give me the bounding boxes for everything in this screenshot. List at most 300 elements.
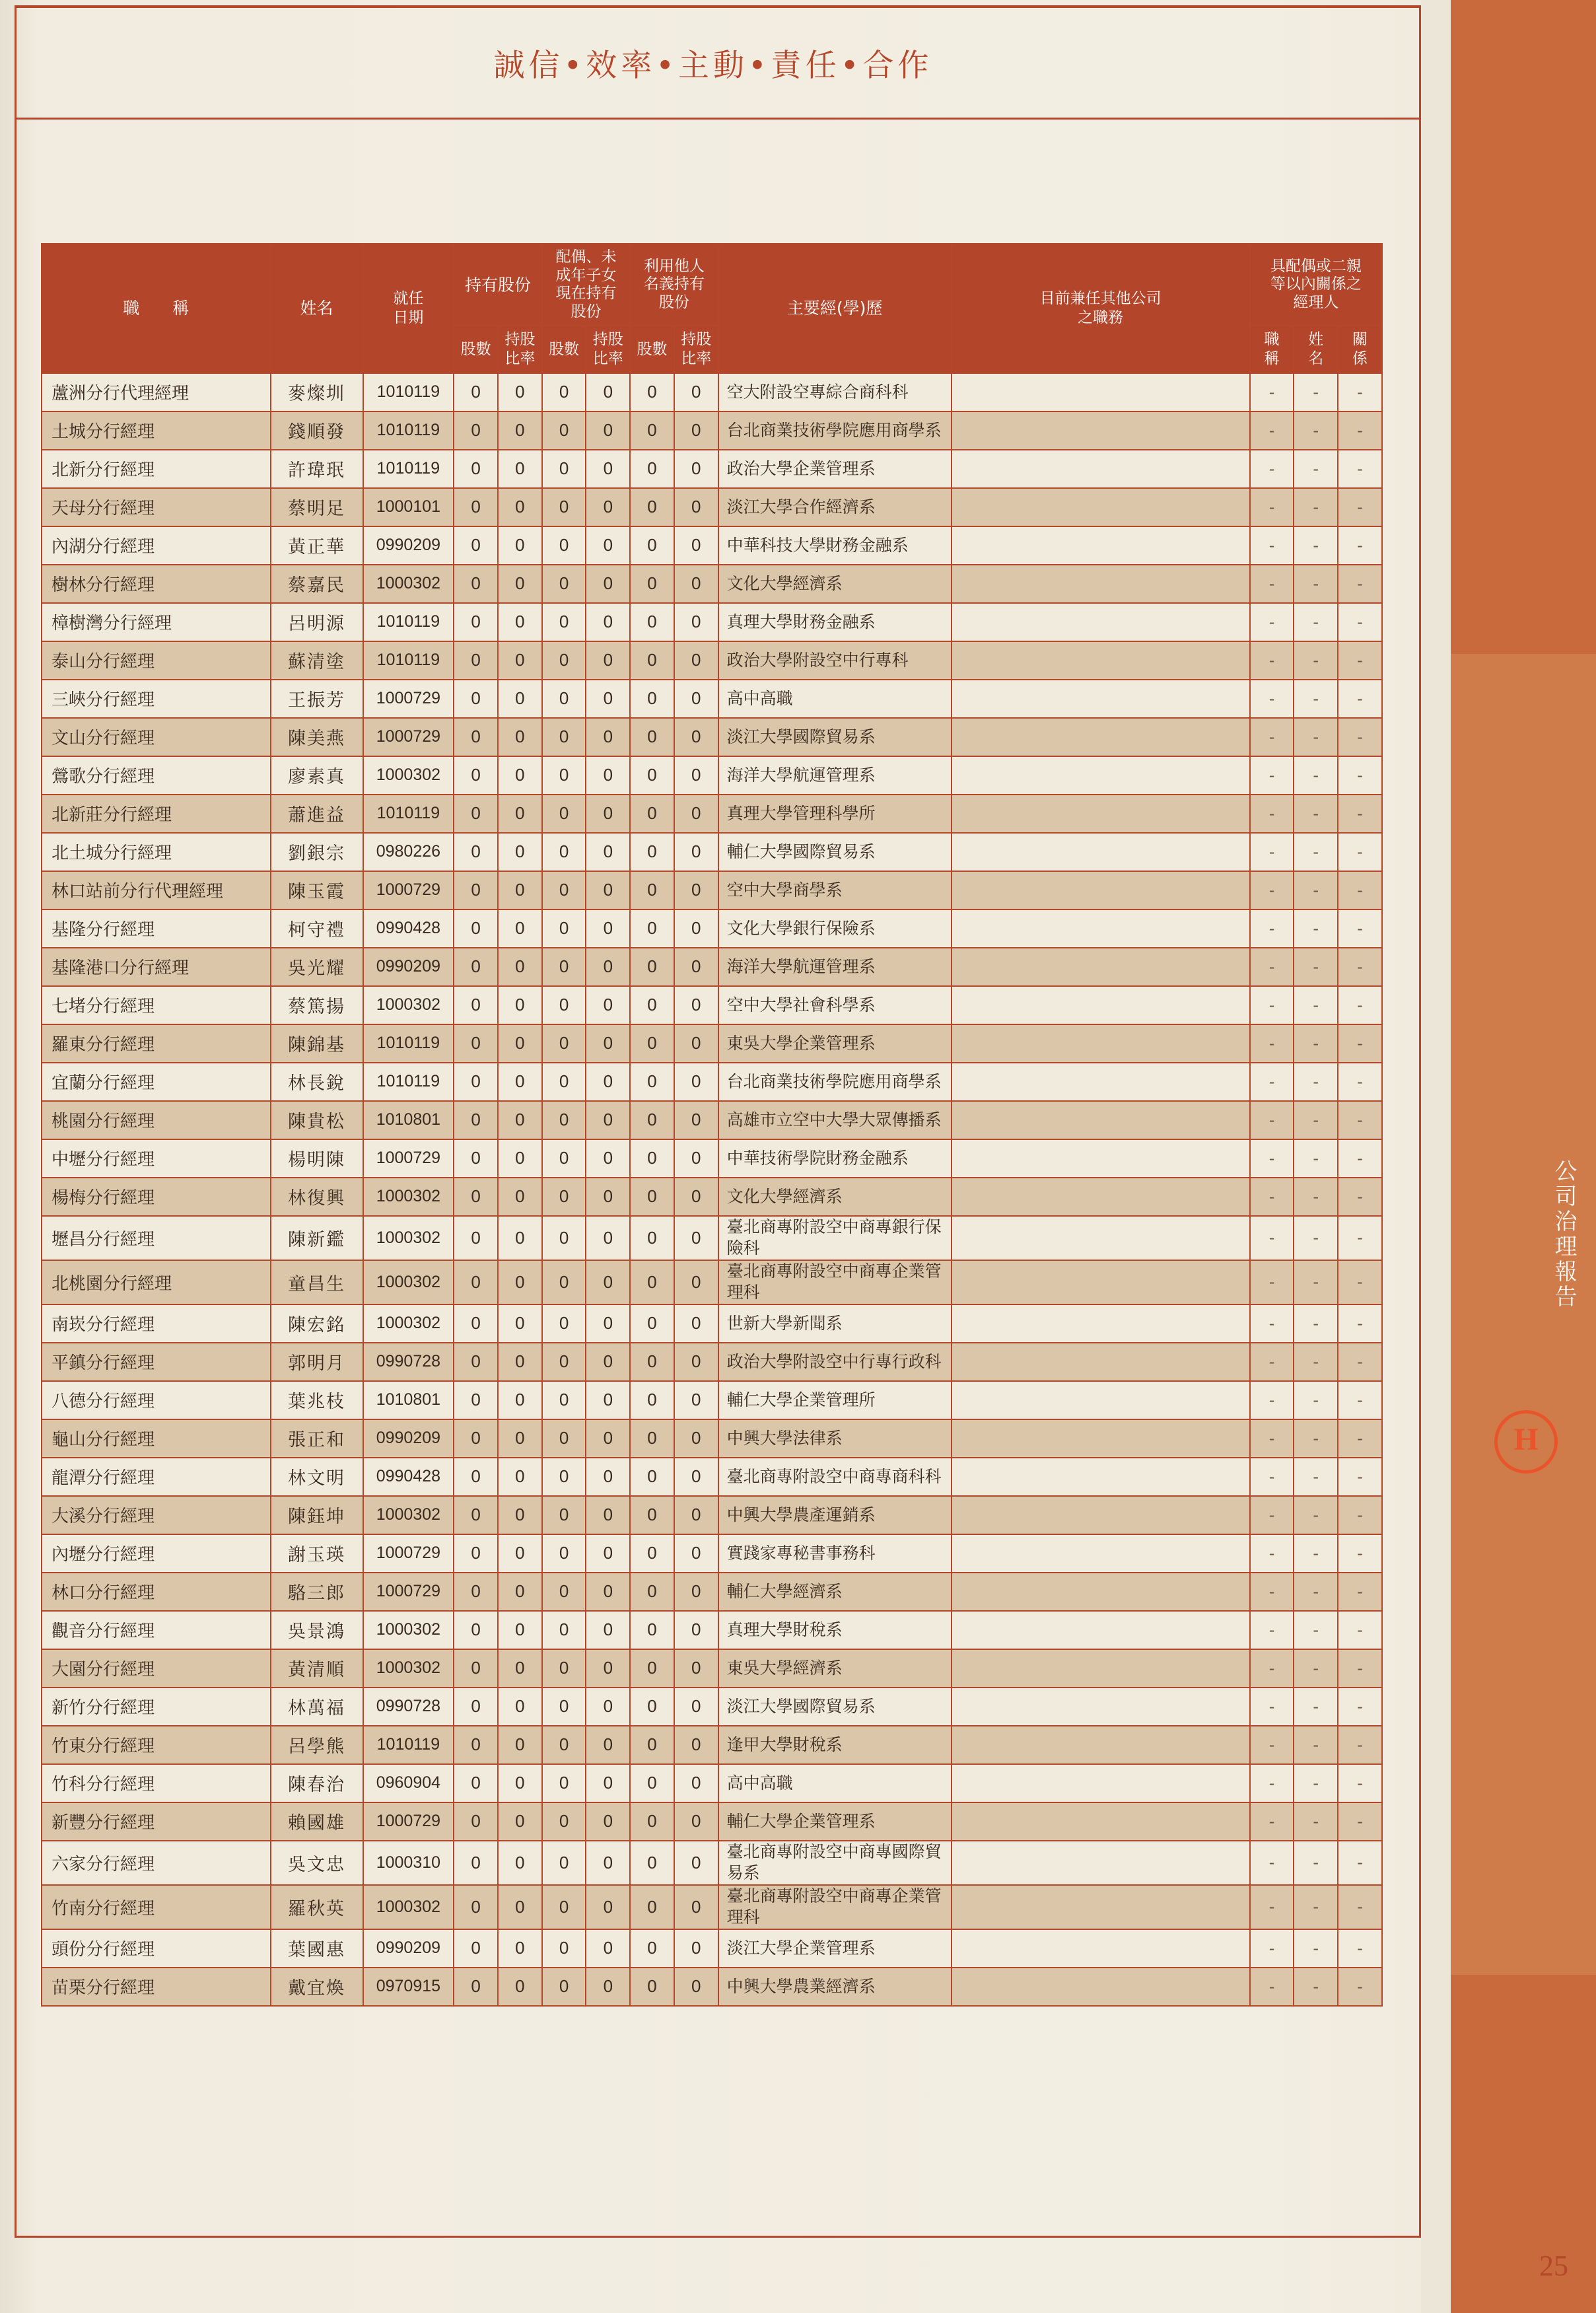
cell-relative-2: -	[1294, 795, 1338, 833]
cell-title: 平鎮分行經理	[42, 1343, 271, 1381]
cell-number-1: 0	[454, 1534, 498, 1573]
cell-number-3: 0	[542, 603, 586, 641]
cell-other-positions	[952, 1178, 1250, 1216]
th-rel-relation: 關 係	[1338, 326, 1382, 373]
table-row	[42, 565, 1382, 603]
th-title: 職 稱	[42, 244, 271, 373]
cell-relative-2: -	[1294, 1381, 1338, 1419]
cell-date: 1000729	[363, 680, 454, 718]
cell-name: 呂明源	[271, 603, 363, 641]
page-number: 25	[1539, 2250, 1568, 2282]
cell-number-3: 0	[542, 1178, 586, 1216]
cell-title: 竹東分行經理	[42, 1726, 271, 1764]
cell-number-5: 0	[630, 411, 674, 450]
table-row	[42, 1381, 1382, 1419]
cell-relative-3: -	[1338, 833, 1382, 871]
cell-name: 楊明陳	[271, 1139, 363, 1178]
cell-number-5: 0	[630, 1260, 674, 1304]
cell-number-6: 0	[674, 795, 718, 833]
cell-title: 土城分行經理	[42, 411, 271, 450]
cell-name: 林文明	[271, 1458, 363, 1496]
cell-title: 中壢分行經理	[42, 1139, 271, 1178]
cell-number-3: 0	[542, 833, 586, 871]
cell-number-2: 0	[498, 641, 542, 680]
cell-relative-3: -	[1338, 1304, 1382, 1343]
cell-relative-2: -	[1294, 1802, 1338, 1841]
cell-name: 王振芳	[271, 680, 363, 718]
cell-relative-1: -	[1250, 833, 1294, 871]
cell-other-positions	[952, 1139, 1250, 1178]
cell-experience: 淡江大學企業管理系	[718, 1929, 952, 1968]
cell-number-5: 0	[630, 833, 674, 871]
cell-experience: 文化大學經濟系	[718, 565, 952, 603]
cell-number-4: 0	[586, 1611, 630, 1649]
cell-other-positions	[952, 1764, 1250, 1802]
cell-other-positions	[952, 1726, 1250, 1764]
cell-number-3: 0	[542, 1688, 586, 1726]
cell-number-5: 0	[630, 871, 674, 909]
cell-number-3: 0	[542, 948, 586, 986]
cell-number-5: 0	[630, 986, 674, 1024]
cell-number-4: 0	[586, 450, 630, 488]
cell-number-4: 0	[586, 1343, 630, 1381]
cell-name: 謝玉瑛	[271, 1534, 363, 1573]
cell-name: 呂學熊	[271, 1726, 363, 1764]
cell-date: 0990428	[363, 909, 454, 948]
cell-experience: 逢甲大學財稅系	[718, 1726, 952, 1764]
cell-number-6: 0	[674, 909, 718, 948]
cell-number-2: 0	[498, 1496, 542, 1534]
cell-number-1: 0	[454, 1304, 498, 1343]
cell-other-positions	[952, 1101, 1250, 1139]
table-head-row-1	[42, 244, 1382, 326]
cell-number-2: 0	[498, 373, 542, 411]
cell-date: 1000310	[363, 1841, 454, 1885]
cell-number-3: 0	[542, 795, 586, 833]
cell-number-6: 0	[674, 1024, 718, 1063]
cell-relative-1: -	[1250, 718, 1294, 756]
cell-relative-2: -	[1294, 1688, 1338, 1726]
cell-number-4: 0	[586, 526, 630, 565]
cell-relative-2: -	[1294, 833, 1338, 871]
th-shares-2: 股數	[542, 326, 586, 373]
cell-relative-2: -	[1294, 488, 1338, 526]
cell-number-3: 0	[542, 1381, 586, 1419]
cell-experience: 中興大學法律系	[718, 1419, 952, 1458]
cell-name: 麥燦圳	[271, 373, 363, 411]
cell-relative-1: -	[1250, 1024, 1294, 1063]
cell-name: 張正和	[271, 1419, 363, 1458]
cell-number-1: 0	[454, 1764, 498, 1802]
cell-relative-2: -	[1294, 1534, 1338, 1573]
cell-experience: 輔仁大學企業管理系	[718, 1802, 952, 1841]
cell-number-6: 0	[674, 603, 718, 641]
cell-relative-2: -	[1294, 1419, 1338, 1458]
cell-name: 劉銀宗	[271, 833, 363, 871]
cell-number-5: 0	[630, 1458, 674, 1496]
cell-date: 1010119	[363, 795, 454, 833]
cell-other-positions	[952, 1649, 1250, 1688]
cell-number-4: 0	[586, 603, 630, 641]
cell-relative-1: -	[1250, 1458, 1294, 1496]
cell-title: 北新莊分行經理	[42, 795, 271, 833]
cell-title: 三峽分行經理	[42, 680, 271, 718]
cell-relative-2: -	[1294, 1178, 1338, 1216]
cell-relative-3: -	[1338, 795, 1382, 833]
cell-relative-3: -	[1338, 1534, 1382, 1573]
cell-name: 許瑋珉	[271, 450, 363, 488]
cell-date: 1010119	[363, 1063, 454, 1101]
cell-other-positions	[952, 1381, 1250, 1419]
cell-number-6: 0	[674, 1101, 718, 1139]
cell-relative-2: -	[1294, 1726, 1338, 1764]
cell-number-6: 0	[674, 1885, 718, 1929]
cell-number-1: 0	[454, 488, 498, 526]
cell-name: 黃清順	[271, 1649, 363, 1688]
cell-number-6: 0	[674, 1611, 718, 1649]
page-frame-left	[15, 5, 17, 2238]
cell-date: 1000302	[363, 1611, 454, 1649]
table-row	[42, 603, 1382, 641]
cell-number-2: 0	[498, 1101, 542, 1139]
cell-relative-2: -	[1294, 1611, 1338, 1649]
cell-number-1: 0	[454, 1968, 498, 2006]
table-row	[42, 795, 1382, 833]
cell-number-6: 0	[674, 1496, 718, 1534]
cell-name: 陳宏銘	[271, 1304, 363, 1343]
cell-number-1: 0	[454, 871, 498, 909]
cell-number-2: 0	[498, 948, 542, 986]
cell-number-2: 0	[498, 986, 542, 1024]
cell-number-2: 0	[498, 871, 542, 909]
cell-date: 0990209	[363, 948, 454, 986]
cell-relative-3: -	[1338, 1496, 1382, 1534]
cell-number-4: 0	[586, 1216, 630, 1260]
cell-relative-3: -	[1338, 450, 1382, 488]
cell-title: 宜蘭分行經理	[42, 1063, 271, 1101]
cell-other-positions	[952, 986, 1250, 1024]
cell-title: 頭份分行經理	[42, 1929, 271, 1968]
cell-relative-2: -	[1294, 756, 1338, 795]
cell-name: 葉兆枝	[271, 1381, 363, 1419]
cell-number-5: 0	[630, 1968, 674, 2006]
cell-name: 陳貴松	[271, 1101, 363, 1139]
cell-relative-1: -	[1250, 1841, 1294, 1885]
cell-number-4: 0	[586, 1802, 630, 1841]
cell-title: 內湖分行經理	[42, 526, 271, 565]
table-row	[42, 1101, 1382, 1139]
cell-date: 1000302	[363, 1496, 454, 1534]
table-row	[42, 1260, 1382, 1304]
cell-number-1: 0	[454, 641, 498, 680]
cell-number-1: 0	[454, 1101, 498, 1139]
cell-other-positions	[952, 1841, 1250, 1885]
cell-title: 八德分行經理	[42, 1381, 271, 1419]
cell-date: 1000101	[363, 488, 454, 526]
cell-relative-1: -	[1250, 1139, 1294, 1178]
cell-other-positions	[952, 1534, 1250, 1573]
cell-relative-2: -	[1294, 565, 1338, 603]
cell-title: 樹林分行經理	[42, 565, 271, 603]
cell-number-5: 0	[630, 1611, 674, 1649]
cell-number-5: 0	[630, 641, 674, 680]
table-row	[42, 1139, 1382, 1178]
cell-relative-3: -	[1338, 1885, 1382, 1929]
cell-relative-2: -	[1294, 1885, 1338, 1929]
cell-number-1: 0	[454, 948, 498, 986]
cell-relative-1: -	[1250, 1343, 1294, 1381]
cell-number-2: 0	[498, 1764, 542, 1802]
cell-date: 0990428	[363, 1458, 454, 1496]
cell-number-5: 0	[630, 450, 674, 488]
cell-number-4: 0	[586, 488, 630, 526]
cell-relative-2: -	[1294, 948, 1338, 986]
cell-number-4: 0	[586, 871, 630, 909]
company-logo-icon: H	[1494, 1410, 1558, 1474]
cell-name: 陳鈺坤	[271, 1496, 363, 1534]
cell-number-6: 0	[674, 1649, 718, 1688]
cell-number-3: 0	[542, 1024, 586, 1063]
cell-other-positions	[952, 680, 1250, 718]
cell-title: 天母分行經理	[42, 488, 271, 526]
cell-number-4: 0	[586, 718, 630, 756]
cell-relative-1: -	[1250, 1178, 1294, 1216]
cell-relative-2: -	[1294, 450, 1338, 488]
cell-number-2: 0	[498, 1178, 542, 1216]
cell-number-2: 0	[498, 833, 542, 871]
cell-other-positions	[952, 488, 1250, 526]
table-row	[42, 526, 1382, 565]
cell-experience: 淡江大學合作經濟系	[718, 488, 952, 526]
cell-name: 吳景鴻	[271, 1611, 363, 1649]
cell-number-1: 0	[454, 1929, 498, 1968]
cell-name: 賴國雄	[271, 1802, 363, 1841]
cell-number-6: 0	[674, 1688, 718, 1726]
cell-other-positions	[952, 1611, 1250, 1649]
cell-number-1: 0	[454, 1458, 498, 1496]
cell-number-3: 0	[542, 488, 586, 526]
table-row	[42, 1024, 1382, 1063]
cell-number-3: 0	[542, 1929, 586, 1968]
cell-number-4: 0	[586, 1573, 630, 1611]
cell-experience: 台北商業技術學院應用商學系	[718, 411, 952, 450]
cell-title: 泰山分行經理	[42, 641, 271, 680]
cell-relative-1: -	[1250, 488, 1294, 526]
cell-date: 1000302	[363, 756, 454, 795]
header-rule-bottom	[15, 118, 1421, 120]
cell-number-2: 0	[498, 756, 542, 795]
cell-other-positions	[952, 833, 1250, 871]
cell-relative-1: -	[1250, 1968, 1294, 2006]
cell-other-positions	[952, 1216, 1250, 1260]
cell-date: 1000729	[363, 1802, 454, 1841]
table-row	[42, 1885, 1382, 1929]
cell-other-positions	[952, 1304, 1250, 1343]
cell-number-4: 0	[586, 1101, 630, 1139]
cell-other-positions	[952, 526, 1250, 565]
cell-relative-1: -	[1250, 1063, 1294, 1101]
cell-title: 基隆分行經理	[42, 909, 271, 948]
cell-name: 陳玉霞	[271, 871, 363, 909]
cell-number-5: 0	[630, 795, 674, 833]
page-slogan: 誠信•效率•主動•責任•合作	[493, 48, 933, 84]
cell-other-positions	[952, 1496, 1250, 1534]
cell-relative-3: -	[1338, 565, 1382, 603]
cell-date: 1010801	[363, 1381, 454, 1419]
cell-number-3: 0	[542, 1611, 586, 1649]
cell-other-positions	[952, 1458, 1250, 1496]
cell-relative-3: -	[1338, 1573, 1382, 1611]
cell-number-2: 0	[498, 1841, 542, 1885]
cell-name: 蕭進益	[271, 795, 363, 833]
cell-number-2: 0	[498, 488, 542, 526]
cell-number-6: 0	[674, 526, 718, 565]
cell-relative-1: -	[1250, 1381, 1294, 1419]
cell-number-1: 0	[454, 1688, 498, 1726]
cell-relative-2: -	[1294, 1968, 1338, 2006]
cell-number-4: 0	[586, 680, 630, 718]
cell-number-4: 0	[586, 1178, 630, 1216]
cell-number-4: 0	[586, 1885, 630, 1929]
cell-name: 蘇清塗	[271, 641, 363, 680]
cell-number-4: 0	[586, 948, 630, 986]
cell-date: 1010119	[363, 411, 454, 450]
cell-other-positions	[952, 1573, 1250, 1611]
cell-date: 1010119	[363, 603, 454, 641]
cell-number-4: 0	[586, 986, 630, 1024]
cell-date: 0970915	[363, 1968, 454, 2006]
cell-number-4: 0	[586, 1496, 630, 1534]
cell-experience: 文化大學銀行保險系	[718, 909, 952, 948]
cell-date: 1000729	[363, 1139, 454, 1178]
cell-date: 1000302	[363, 1216, 454, 1260]
cell-title: 基隆港口分行經理	[42, 948, 271, 986]
cell-number-3: 0	[542, 1649, 586, 1688]
cell-number-5: 0	[630, 1929, 674, 1968]
cell-number-6: 0	[674, 411, 718, 450]
cell-relative-1: -	[1250, 1534, 1294, 1573]
cell-title: 北新分行經理	[42, 450, 271, 488]
cell-relative-1: -	[1250, 526, 1294, 565]
cell-relative-2: -	[1294, 986, 1338, 1024]
table-head	[42, 244, 1382, 373]
cell-number-2: 0	[498, 1139, 542, 1178]
table-row	[42, 1841, 1382, 1885]
table-row	[42, 1688, 1382, 1726]
cell-number-6: 0	[674, 450, 718, 488]
cell-name: 葉國惠	[271, 1929, 363, 1968]
cell-number-5: 0	[630, 1178, 674, 1216]
sidebar-tab-top	[1451, 0, 1596, 654]
cell-number-5: 0	[630, 1381, 674, 1419]
table-row	[42, 488, 1382, 526]
cell-number-4: 0	[586, 1458, 630, 1496]
cell-number-1: 0	[454, 1216, 498, 1260]
cell-number-5: 0	[630, 565, 674, 603]
cell-experience: 高中高職	[718, 1764, 952, 1802]
cell-name: 廖素真	[271, 756, 363, 795]
cell-experience: 台北商業技術學院應用商學系	[718, 1063, 952, 1101]
cell-other-positions	[952, 756, 1250, 795]
cell-number-2: 0	[498, 1573, 542, 1611]
cell-number-6: 0	[674, 756, 718, 795]
cell-number-6: 0	[674, 1216, 718, 1260]
cell-number-4: 0	[586, 1764, 630, 1802]
cell-number-2: 0	[498, 1968, 542, 2006]
cell-number-2: 0	[498, 603, 542, 641]
cell-number-2: 0	[498, 1381, 542, 1419]
cell-number-2: 0	[498, 680, 542, 718]
cell-date: 1010119	[363, 450, 454, 488]
cell-number-1: 0	[454, 603, 498, 641]
cell-number-1: 0	[454, 718, 498, 756]
cell-experience: 輔仁大學經濟系	[718, 1573, 952, 1611]
cell-experience: 臺北商專附設空中商專商科科	[718, 1458, 952, 1496]
cell-date: 1000302	[363, 1649, 454, 1688]
cell-relative-3: -	[1338, 756, 1382, 795]
cell-date: 0990728	[363, 1343, 454, 1381]
cell-date: 0990209	[363, 1419, 454, 1458]
cell-other-positions	[952, 1968, 1250, 2006]
cell-date: 1000302	[363, 1304, 454, 1343]
cell-number-5: 0	[630, 1419, 674, 1458]
cell-number-6: 0	[674, 565, 718, 603]
cell-date: 0990209	[363, 526, 454, 565]
cell-title: 內壢分行經理	[42, 1534, 271, 1573]
cell-relative-2: -	[1294, 680, 1338, 718]
cell-number-3: 0	[542, 1458, 586, 1496]
cell-other-positions	[952, 948, 1250, 986]
cell-date: 1000302	[363, 565, 454, 603]
table-row	[42, 1178, 1382, 1216]
cell-number-5: 0	[630, 1573, 674, 1611]
cell-number-4: 0	[586, 833, 630, 871]
page-frame-right	[1419, 5, 1421, 2238]
cell-experience: 中華科技大學財務金融系	[718, 526, 952, 565]
cell-number-6: 0	[674, 718, 718, 756]
sidebar-section-label: 公司治理報告	[1550, 1159, 1577, 1310]
cell-title: 樟樹灣分行經理	[42, 603, 271, 641]
cell-number-2: 0	[498, 909, 542, 948]
cell-number-2: 0	[498, 1929, 542, 1968]
cell-number-6: 0	[674, 488, 718, 526]
cell-number-5: 0	[630, 1063, 674, 1101]
cell-experience: 海洋大學航運管理系	[718, 948, 952, 986]
cell-relative-2: -	[1294, 411, 1338, 450]
th-name: 姓名	[271, 244, 363, 373]
cell-title: 龍潭分行經理	[42, 1458, 271, 1496]
cell-relative-1: -	[1250, 1802, 1294, 1841]
cell-relative-2: -	[1294, 1139, 1338, 1178]
cell-number-6: 0	[674, 871, 718, 909]
cell-number-5: 0	[630, 1802, 674, 1841]
cell-number-3: 0	[542, 1496, 586, 1534]
managers-table	[41, 243, 1383, 2007]
cell-experience: 臺北商專附設空中商專企業管理科	[718, 1260, 952, 1304]
cell-number-6: 0	[674, 1534, 718, 1573]
cell-relative-3: -	[1338, 1968, 1382, 2006]
cell-relative-1: -	[1250, 603, 1294, 641]
cell-other-positions	[952, 718, 1250, 756]
cell-number-5: 0	[630, 1343, 674, 1381]
cell-title: 林口站前分行代理經理	[42, 871, 271, 909]
cell-title: 六家分行經理	[42, 1841, 271, 1885]
cell-experience: 高雄市立空中大學大眾傳播系	[718, 1101, 952, 1139]
cell-number-3: 0	[542, 1063, 586, 1101]
cell-experience: 高中高職	[718, 680, 952, 718]
cell-number-6: 0	[674, 1841, 718, 1885]
cell-number-3: 0	[542, 1802, 586, 1841]
